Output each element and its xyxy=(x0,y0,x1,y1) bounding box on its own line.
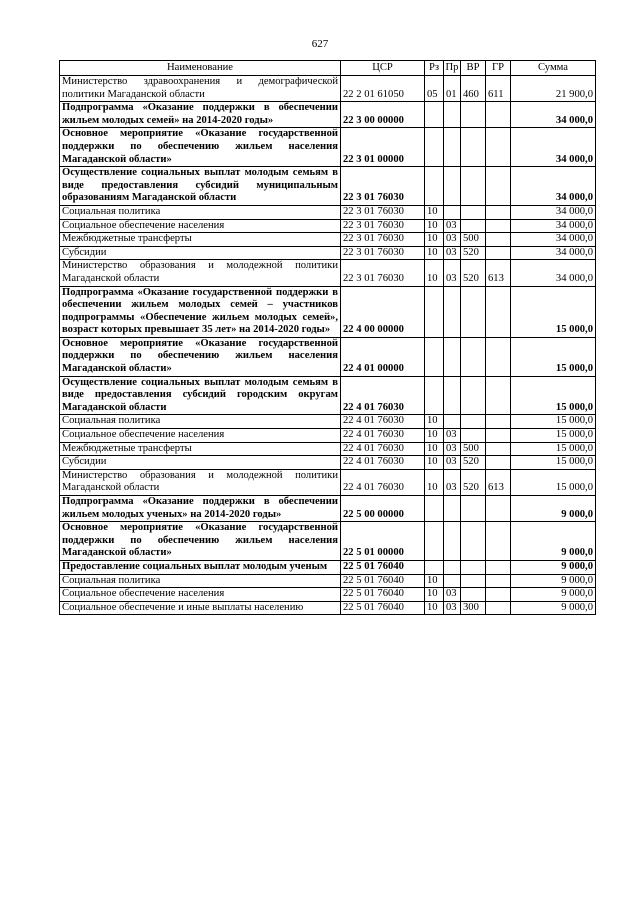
cell-rz xyxy=(425,286,444,337)
cell-name: Социальное обеспечение населения xyxy=(60,429,341,443)
cell-pr xyxy=(444,205,461,219)
cell-pr: 03 xyxy=(444,456,461,470)
cell-vr xyxy=(461,219,486,233)
cell-vr xyxy=(461,560,486,574)
table-row xyxy=(60,76,596,102)
cell-csr: 22 5 01 76040 xyxy=(341,560,425,574)
cell-gr xyxy=(486,456,511,470)
header-gr: ГР xyxy=(486,61,511,76)
cell-vr xyxy=(461,167,486,206)
table-row xyxy=(60,522,596,561)
cell-csr: 22 4 01 76030 xyxy=(341,429,425,443)
cell-rz: 10 xyxy=(425,219,444,233)
cell-sum: 34 000,0 xyxy=(511,128,596,167)
cell-gr xyxy=(486,601,511,615)
table-row xyxy=(60,429,596,443)
cell-csr: 22 3 01 76030 xyxy=(341,205,425,219)
cell-rz xyxy=(425,560,444,574)
table-row xyxy=(60,442,596,456)
cell-csr: 22 3 00 00000 xyxy=(341,102,425,128)
cell-rz: 10 xyxy=(425,205,444,219)
cell-sum: 9 000,0 xyxy=(511,601,596,615)
cell-sum: 9 000,0 xyxy=(511,496,596,522)
cell-pr xyxy=(444,496,461,522)
cell-sum: 15 000,0 xyxy=(511,429,596,443)
cell-rz xyxy=(425,376,444,415)
cell-vr xyxy=(461,574,486,588)
cell-csr: 22 5 01 00000 xyxy=(341,522,425,561)
cell-csr: 22 3 01 76030 xyxy=(341,167,425,206)
cell-sum: 15 000,0 xyxy=(511,415,596,429)
cell-rz: 10 xyxy=(425,442,444,456)
table-row xyxy=(60,233,596,247)
cell-sum: 15 000,0 xyxy=(511,376,596,415)
table-row xyxy=(60,205,596,219)
cell-gr xyxy=(486,574,511,588)
cell-name: Социальная политика xyxy=(60,205,341,219)
cell-csr: 22 4 00 00000 xyxy=(341,286,425,337)
cell-vr xyxy=(461,429,486,443)
cell-gr xyxy=(486,496,511,522)
cell-sum: 9 000,0 xyxy=(511,588,596,602)
cell-name: Министерство образования и молодежной политики Магаданской области xyxy=(60,260,341,286)
cell-gr xyxy=(486,219,511,233)
cell-vr xyxy=(461,102,486,128)
cell-rz: 10 xyxy=(425,415,444,429)
cell-name: Субсидии xyxy=(60,456,341,470)
header-vr: ВР xyxy=(461,61,486,76)
cell-rz: 10 xyxy=(425,456,444,470)
table-row xyxy=(60,415,596,429)
cell-sum: 34 000,0 xyxy=(511,260,596,286)
cell-rz: 10 xyxy=(425,429,444,443)
cell-vr: 520 xyxy=(461,246,486,260)
budget-table xyxy=(59,60,596,615)
table-row xyxy=(60,469,596,495)
cell-name: Подпрограмма «Оказание государственной поддержки в обеспечении жильем молодых семей – участников подпрограммы «Обеспечение жильем молодых семей», возраст которых превышает 35 лет» на 2014-2020 годы» xyxy=(60,286,341,337)
cell-pr: 01 xyxy=(444,76,461,102)
cell-name: Подпрограмма «Оказание поддержки в обеспечении жильем молодых ученых» на 2014-2020 годы» xyxy=(60,496,341,522)
table-row xyxy=(60,246,596,260)
header-csr: ЦСР xyxy=(341,61,425,76)
header-sum: Сумма xyxy=(511,61,596,76)
cell-pr xyxy=(444,286,461,337)
cell-csr: 22 3 01 76030 xyxy=(341,260,425,286)
cell-gr xyxy=(486,233,511,247)
cell-vr: 520 xyxy=(461,456,486,470)
cell-name: Подпрограмма «Оказание поддержки в обеспечении жильем молодых семей» на 2014-2020 годы» xyxy=(60,102,341,128)
cell-gr xyxy=(486,429,511,443)
cell-gr xyxy=(486,442,511,456)
cell-pr xyxy=(444,102,461,128)
cell-name: Социальное обеспечение и иные выплаты населению xyxy=(60,601,341,615)
cell-name: Субсидии xyxy=(60,246,341,260)
cell-csr: 22 3 01 76030 xyxy=(341,246,425,260)
cell-sum: 34 000,0 xyxy=(511,167,596,206)
cell-vr: 300 xyxy=(461,601,486,615)
cell-rz xyxy=(425,496,444,522)
cell-rz xyxy=(425,522,444,561)
cell-sum: 34 000,0 xyxy=(511,233,596,247)
cell-rz: 10 xyxy=(425,469,444,495)
cell-sum: 21 900,0 xyxy=(511,76,596,102)
cell-sum: 34 000,0 xyxy=(511,246,596,260)
cell-rz xyxy=(425,128,444,167)
table-header-row xyxy=(60,61,596,76)
cell-pr xyxy=(444,167,461,206)
cell-sum: 15 000,0 xyxy=(511,469,596,495)
page-number: 627 xyxy=(311,38,329,50)
table-body xyxy=(60,76,596,615)
cell-sum: 15 000,0 xyxy=(511,286,596,337)
cell-csr: 22 2 01 61050 xyxy=(341,76,425,102)
cell-gr: 613 xyxy=(486,469,511,495)
cell-rz: 10 xyxy=(425,574,444,588)
cell-name: Межбюджетные трансферты xyxy=(60,233,341,247)
cell-gr xyxy=(486,102,511,128)
cell-vr xyxy=(461,588,486,602)
cell-pr: 03 xyxy=(444,442,461,456)
cell-pr: 03 xyxy=(444,260,461,286)
cell-pr: 03 xyxy=(444,601,461,615)
cell-vr: 460 xyxy=(461,76,486,102)
cell-gr xyxy=(486,128,511,167)
table-row xyxy=(60,496,596,522)
cell-sum: 9 000,0 xyxy=(511,522,596,561)
table-row xyxy=(60,337,596,376)
table-row xyxy=(60,588,596,602)
cell-name: Осуществление социальных выплат молодым семьям в виде предоставления субсидий городским округам Магаданской области xyxy=(60,376,341,415)
cell-csr: 22 4 01 76030 xyxy=(341,376,425,415)
cell-gr xyxy=(486,167,511,206)
cell-pr: 03 xyxy=(444,219,461,233)
header-name: Наименование xyxy=(60,61,341,76)
cell-gr xyxy=(486,415,511,429)
table-row xyxy=(60,260,596,286)
cell-gr xyxy=(486,246,511,260)
cell-name: Социальное обеспечение населения xyxy=(60,219,341,233)
cell-rz: 10 xyxy=(425,233,444,247)
cell-name: Министерство образования и молодежной политики Магаданской области xyxy=(60,469,341,495)
cell-name: Основное мероприятие «Оказание государственной поддержки по обеспечению жильем населения Магаданской области» xyxy=(60,337,341,376)
cell-vr: 500 xyxy=(461,442,486,456)
cell-rz: 05 xyxy=(425,76,444,102)
cell-csr: 22 4 01 76030 xyxy=(341,469,425,495)
cell-rz xyxy=(425,102,444,128)
cell-name: Министерство здравоохранения и демографической политики Магаданской области xyxy=(60,76,341,102)
cell-pr: 03 xyxy=(444,469,461,495)
table-row xyxy=(60,601,596,615)
table-row xyxy=(60,574,596,588)
cell-name: Основное мероприятие «Оказание государственной поддержки по обеспечению жильем населения Магаданской области» xyxy=(60,128,341,167)
cell-name: Межбюджетные трансферты xyxy=(60,442,341,456)
cell-pr: 03 xyxy=(444,233,461,247)
cell-sum: 34 000,0 xyxy=(511,205,596,219)
cell-csr: 22 4 01 76030 xyxy=(341,415,425,429)
cell-vr xyxy=(461,415,486,429)
cell-sum: 9 000,0 xyxy=(511,574,596,588)
cell-sum: 15 000,0 xyxy=(511,337,596,376)
cell-csr: 22 5 00 00000 xyxy=(341,496,425,522)
cell-gr xyxy=(486,376,511,415)
cell-csr: 22 5 01 76040 xyxy=(341,574,425,588)
table-row xyxy=(60,102,596,128)
cell-csr: 22 3 01 00000 xyxy=(341,128,425,167)
cell-gr xyxy=(486,522,511,561)
cell-pr: 03 xyxy=(444,429,461,443)
cell-rz xyxy=(425,337,444,376)
cell-pr: 03 xyxy=(444,246,461,260)
cell-name: Социальная политика xyxy=(60,574,341,588)
cell-vr xyxy=(461,522,486,561)
cell-name: Основное мероприятие «Оказание государственной поддержки по обеспечению жильем населения Магаданской области» xyxy=(60,522,341,561)
cell-pr xyxy=(444,560,461,574)
cell-csr: 22 3 01 76030 xyxy=(341,219,425,233)
cell-vr: 520 xyxy=(461,469,486,495)
cell-gr xyxy=(486,560,511,574)
header-pr: Пр xyxy=(444,61,461,76)
cell-csr: 22 4 01 76030 xyxy=(341,456,425,470)
cell-vr xyxy=(461,496,486,522)
cell-pr xyxy=(444,522,461,561)
cell-sum: 9 000,0 xyxy=(511,560,596,574)
cell-name: Осуществление социальных выплат молодым семьям в виде предоставления субсидий муниципальным образованиям Магаданской области xyxy=(60,167,341,206)
cell-vr: 520 xyxy=(461,260,486,286)
table-row xyxy=(60,286,596,337)
cell-gr xyxy=(486,205,511,219)
cell-gr xyxy=(486,337,511,376)
cell-rz: 10 xyxy=(425,601,444,615)
cell-gr: 613 xyxy=(486,260,511,286)
cell-csr: 22 5 01 76040 xyxy=(341,588,425,602)
cell-sum: 15 000,0 xyxy=(511,442,596,456)
cell-vr: 500 xyxy=(461,233,486,247)
cell-rz: 10 xyxy=(425,588,444,602)
header-rz: Рз xyxy=(425,61,444,76)
cell-vr xyxy=(461,128,486,167)
cell-csr: 22 5 01 76040 xyxy=(341,601,425,615)
cell-csr: 22 4 01 76030 xyxy=(341,442,425,456)
cell-gr xyxy=(486,588,511,602)
cell-sum: 34 000,0 xyxy=(511,102,596,128)
cell-rz: 10 xyxy=(425,260,444,286)
cell-name: Предоставление социальных выплат молодым ученым xyxy=(60,560,341,574)
table-row xyxy=(60,560,596,574)
cell-sum: 34 000,0 xyxy=(511,219,596,233)
cell-name: Социальная политика xyxy=(60,415,341,429)
cell-pr xyxy=(444,415,461,429)
cell-rz: 10 xyxy=(425,246,444,260)
table-row xyxy=(60,167,596,206)
table-row xyxy=(60,456,596,470)
cell-vr xyxy=(461,376,486,415)
cell-csr: 22 3 01 76030 xyxy=(341,233,425,247)
cell-vr xyxy=(461,337,486,376)
cell-vr xyxy=(461,286,486,337)
table-row xyxy=(60,219,596,233)
cell-pr xyxy=(444,128,461,167)
cell-vr xyxy=(461,205,486,219)
cell-gr: 611 xyxy=(486,76,511,102)
cell-sum: 15 000,0 xyxy=(511,456,596,470)
cell-csr: 22 4 01 00000 xyxy=(341,337,425,376)
cell-pr xyxy=(444,574,461,588)
cell-rz xyxy=(425,167,444,206)
table-row xyxy=(60,128,596,167)
cell-gr xyxy=(486,286,511,337)
cell-pr: 03 xyxy=(444,588,461,602)
cell-pr xyxy=(444,337,461,376)
cell-pr xyxy=(444,376,461,415)
cell-name: Социальное обеспечение населения xyxy=(60,588,341,602)
table-row xyxy=(60,376,596,415)
